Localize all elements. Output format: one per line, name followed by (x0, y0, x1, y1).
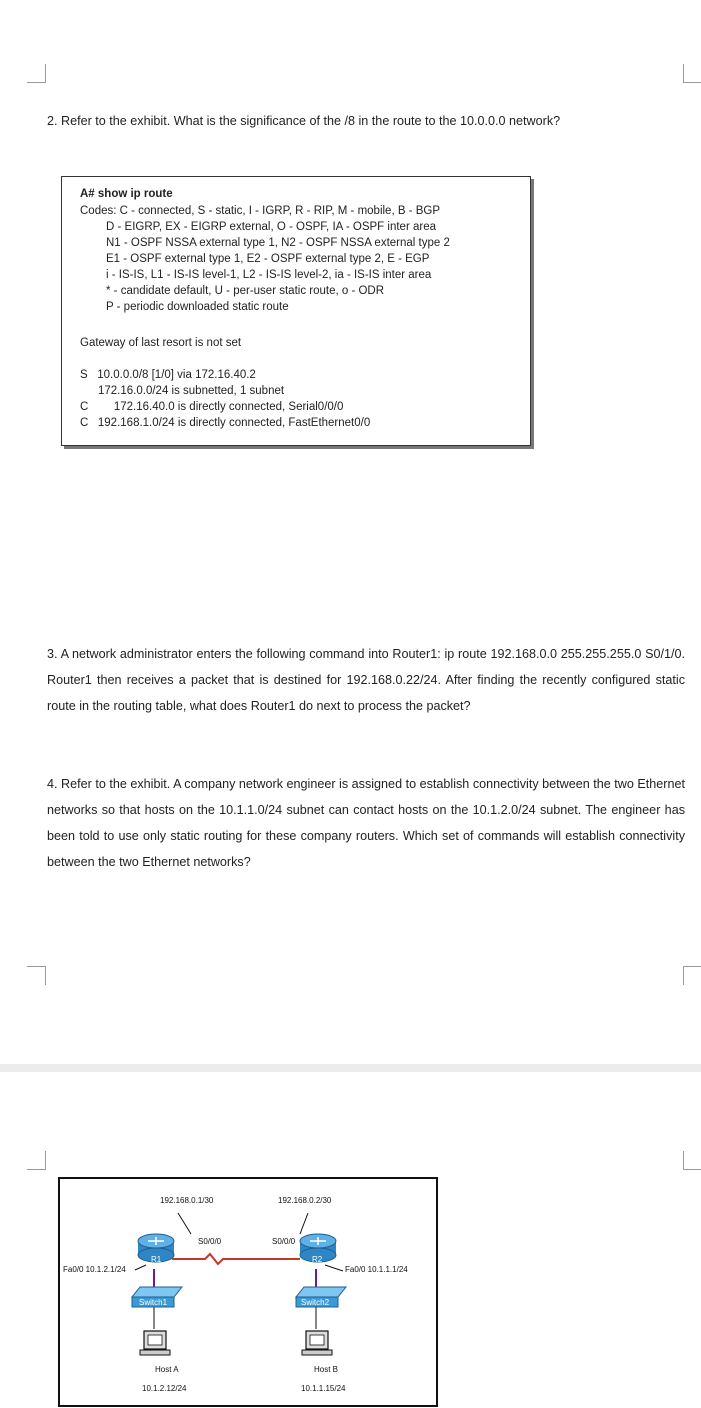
route-line: 172.16.0.0/24 is subnetted, 1 subnet (98, 385, 285, 397)
r2-serial-interface: S0/0/0 (272, 1237, 296, 1246)
topology-svg (60, 1179, 436, 1405)
corner-mark-top-left (27, 64, 46, 83)
switch2-label: Switch2 (301, 1298, 330, 1307)
codes-line: Codes: C - connected, S - static, I - IGRP, R - RIP, M - mobile, B - BGP (80, 205, 441, 217)
routing-table-exhibit (61, 176, 531, 446)
exhibit-prompt: A# show ip route (80, 188, 173, 200)
r1-fa-arrow (135, 1265, 146, 1270)
host-a-computer-icon (140, 1331, 170, 1355)
host-b-computer-icon (302, 1331, 332, 1355)
corner-mark-bottom-left (27, 1151, 46, 1170)
codes-line: i - IS-IS, L1 - IS-IS level-1, L2 - IS-IS level-2, ia - IS-IS inter area (106, 269, 432, 281)
r1-label: R1 (151, 1255, 162, 1264)
network-topology-diagram (58, 1177, 438, 1407)
question-4: 4. Refer to the exhibit. A company network engineer is assigned to establish connectivity between the two Ethernet networks so that hosts on the 10.1.1.0/24 subnet can contact hosts on the 10.1.2.0/24 subnet. The engineer has been told to use only static routing for these company routers. Which set of commands will establish connectivity between the two Ethernet networks? (47, 777, 685, 869)
page-separator (0, 1064, 701, 1072)
host-b-ip: 10.1.1.15/24 (301, 1384, 346, 1393)
corner-mark-top-right (683, 64, 701, 83)
r1-serial-interface: S0/0/0 (198, 1237, 222, 1246)
route-line: S 10.0.0.0/8 [1/0] via 172.16.40.2 (80, 369, 256, 381)
host-a-ip: 10.1.2.12/24 (142, 1384, 187, 1393)
r1-ip-arrow (178, 1213, 191, 1234)
r2-ip-arrow (300, 1213, 308, 1234)
r2-fastethernet-label: Fa0/0 10.1.1.1/24 (345, 1265, 408, 1274)
question-2: 2. Refer to the exhibit. What is the significance of the /8 in the route to the 10.0.0.0 network? (47, 114, 561, 128)
r2-serial-ip: 192.168.0.2/30 (278, 1196, 332, 1205)
codes-line: D - EIGRP, EX - EIGRP external, O - OSPF, IA - OSPF inter area (106, 221, 436, 233)
route-line: C 192.168.1.0/24 is directly connected, FastEthernet0/0 (80, 417, 371, 429)
r2-label: R2 (312, 1255, 323, 1264)
route-line: C 172.16.40.0 is directly connected, Serial0/0/0 (80, 401, 344, 413)
corner-mark-mid-left (27, 966, 46, 985)
serial-link (172, 1254, 300, 1264)
codes-line: E1 - OSPF external type 1, E2 - OSPF external type 2, E - EGP (106, 253, 430, 265)
codes-line: * - candidate default, U - per-user static route, o - ODR (106, 285, 385, 297)
corner-mark-bottom-right (683, 1151, 701, 1170)
switch1-label: Switch1 (139, 1298, 168, 1307)
r2-fa-arrow (325, 1265, 343, 1271)
host-a-label: Host A (155, 1365, 179, 1374)
codes-line: N1 - OSPF NSSA external type 1, N2 - OSPF NSSA external type 2 (106, 237, 450, 249)
gateway-line: Gateway of last resort is not set (80, 337, 242, 349)
codes-line: P - periodic downloaded static route (106, 301, 289, 313)
r1-fastethernet-label: Fa0/0 10.1.2.1/24 (63, 1265, 126, 1274)
host-b-label: Host B (314, 1365, 339, 1374)
question-3: 3. A network administrator enters the following command into Router1: ip route 192.168.0.0 255.255.255.0 S0/1/0. Router1 then receives a packet that is destined for 192.168.0.22/24. After finding the recently configured static route in the routing table, what does Router1 do next to process the packet? (47, 647, 685, 713)
r1-serial-ip: 192.168.0.1/30 (160, 1196, 214, 1205)
corner-mark-mid-right (683, 966, 701, 985)
